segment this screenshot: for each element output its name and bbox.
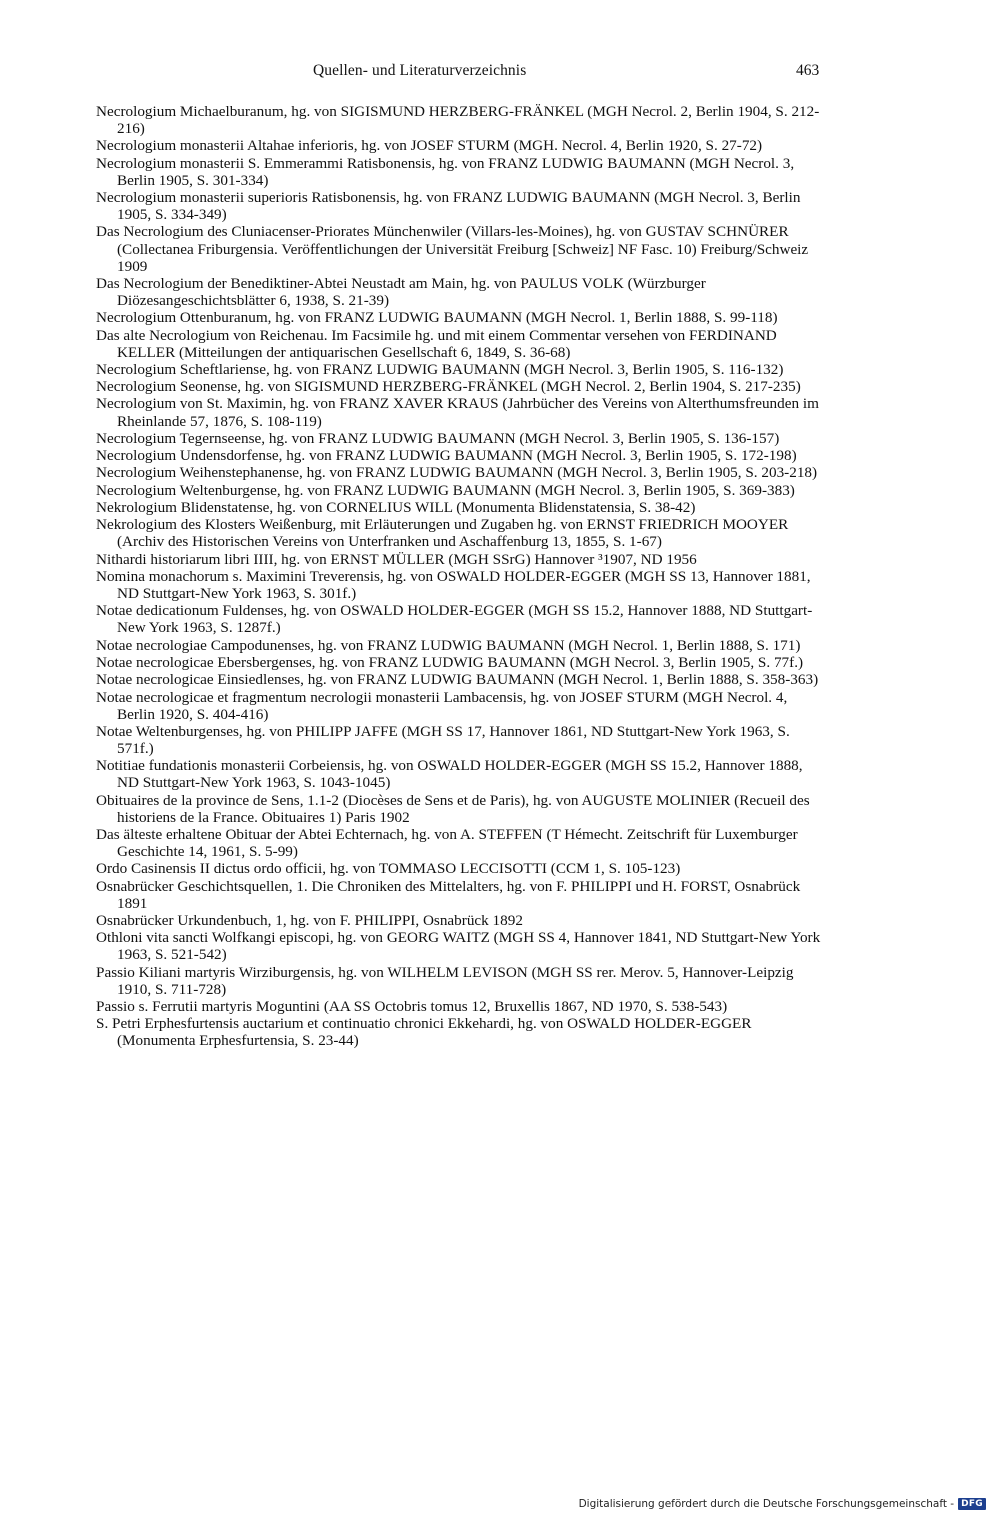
page-number: 463 [796,62,820,79]
bibliography-entry: Necrologium Scheftlariense, hg. von FRANZ LUDWIG BAUMANN (MGH Necrol. 3, Berlin 1905, S. 116-132) [96,360,784,378]
bibliography-entry: Necrologium Ottenburanum, hg. von FRANZ LUDWIG BAUMANN (MGH Necrol. 1, Berlin 1888, S. 99-118) [96,309,778,327]
bibliography-entry: Nomina monachorum s. Maximini Treverensis, hg. von OSWALD HOLDER-EGGER (MGH SS 13, Hannover 1881, ND Stuttgart-New York 1963, S. 301f.) [96,567,811,602]
bibliography-entry: Nekrologium des Klosters Weißenburg, mit Erläuterungen und Zugaben hg. von ERNST FRIEDRICH MOOYER (Archiv des Historischen Vereins von Unterfranken und Aschaffenburg 13, 1855, S. 1-67) [96,516,789,551]
bibliography-entry: Das Necrologium der Benediktiner-Abtei Neustadt am Main, hg. von PAULUS VOLK (Würzburger Diözesangeschichtsblätter 6, 1938, S. 21-39) [96,274,706,309]
bibliography-entry: Obituaires de la province de Sens, 1.1-2 (Diocèses de Sens et de Paris), hg. von AUGUSTE MOLINIER (Recueil des historiens de la France. Obituaires 1) Paris 1902 [96,791,810,826]
bibliography-entry: Necrologium monasterii S. Emmerammi Ratisbonensis, hg. von FRANZ LUDWIG BAUMANN (MGH Necrol. 3, Berlin 1905, S. 301-334) [96,154,795,189]
running-title: Quellen- und Literaturverzeichnis [313,62,527,79]
bibliography-entry: Notae necrologicae Einsiedlenses, hg. von FRANZ LUDWIG BAUMANN (MGH Necrol. 1, Berlin 1888, S. 358-363) [96,671,819,689]
dfg-logo: DFG [958,1498,986,1510]
bibliography-entry: S. Petri Erphesfurtensis auctarium et continuatio chronici Ekkehardi, hg. von OSWALD HOLDER-EGGER (Monumenta Erphesfurtensia, S. 23-44) [96,1015,752,1050]
bibliography-entry: Notae necrologicae et fragmentum necrologii monasterii Lambacensis, hg. von JOSEF STURM (MGH Necrol. 4, Berlin 1920, S. 404-416) [96,688,788,723]
bibliography-entry: Passio Kiliani martyris Wirziburgensis, hg. von WILHELM LEVISON (MGH SS rer. Merov. 5, Hannover-Leipzig 1910, S. 711-728) [96,963,794,998]
bibliography-entry: Necrologium Seonense, hg. von SIGISMUND HERZBERG-FRÄNKEL (MGH Necrol. 2, Berlin 1904, S. 217-235) [96,378,801,396]
bibliography-entry: Necrologium monasterii Altahae inferioris, hg. von JOSEF STURM (MGH. Necrol. 4, Berlin 1920, S. 27-72) [96,137,763,155]
bibliography-entry: Das alte Necrologium von Reichenau. Im Facsimile hg. und mit einem Commentar versehen von FERDINAND KELLER (Mitteilungen der antiquarischen Gesellschaft 6, 1849, S. 36-68) [96,326,777,361]
bibliography-list [96,103,828,1050]
bibliography-entry: Notae necrologicae Ebersbergenses, hg. von FRANZ LUDWIG BAUMANN (MGH Necrol. 3, Berlin 1905, S. 77f.) [96,653,804,671]
bibliography-entry: Das älteste erhaltene Obituar der Abtei Echternach, hg. von A. STEFFEN (T Hémecht. Zeitschrift für Luxemburger Geschichte 14, 1961, S. 5-99) [96,826,798,861]
bibliography-entry: Notae necrologiae Campodunenses, hg. von FRANZ LUDWIG BAUMANN (MGH Necrol. 1, Berlin 1888, S. 171) [96,636,801,654]
bibliography-entry: Necrologium Tegernseense, hg. von FRANZ LUDWIG BAUMANN (MGH Necrol. 3, Berlin 1905, S. 136-157) [96,429,780,447]
bibliography-entry: Necrologium Michaelburanum, hg. von SIGISMUND HERZBERG-FRÄNKEL (MGH Necrol. 2, Berlin 1904, S. 212-216) [96,103,820,138]
bibliography-entry: Notae Weltenburgenses, hg. von PHILIPP JAFFE (MGH SS 17, Hannover 1861, ND Stuttgart-New York 1963, S. 571f.) [96,722,790,757]
bibliography-entry: Notitiae fundationis monasterii Corbeiensis, hg. von OSWALD HOLDER-EGGER (MGH SS 15.2, Hannover 1888, ND Stuttgart-New York 1963, S. 1043-1045) [96,757,803,792]
bibliography-entry: Das Necrologium des Cluniacenser-Priorates Münchenwiler (Villars-les-Moines), hg. von GUSTAV SCHNÜRER (Collectanea Friburgensia. Veröffentlichungen der Universität Freiburg [Schweiz] NF Fasc. 10) Freiburg/Schweiz 1909 [96,223,809,275]
bibliography-entry: Necrologium monasterii superioris Ratisbonensis, hg. von FRANZ LUDWIG BAUMANN (MGH Necrol. 3, Berlin 1905, S. 334-349) [96,189,801,224]
bibliography-entry: Necrologium Weltenburgense, hg. von FRANZ LUDWIG BAUMANN (MGH Necrol. 3, Berlin 1905, S. 369-383) [96,481,795,499]
footer-credit: Digitalisierung gefördert durch die Deutsche Forschungsgemeinschaft - [578,1498,955,1510]
bibliography-entry: Othloni vita sancti Wolfkangi episcopi, hg. von GEORG WAITZ (MGH SS 4, Hannover 1841, ND Stuttgart-New York 1963, S. 521-542) [96,929,821,964]
bibliography-entry: Ordo Casinensis II dictus ordo officii, hg. von TOMMASO LECCISOTTI (CCM 1, S. 105-123) [96,860,681,878]
bibliography-entry: Passio s. Ferrutii martyris Moguntini (AA SS Octobris tomus 12, Bruxellis 1867, ND 1970, S. 538-543) [96,998,728,1016]
page-header [0,62,1000,86]
bibliography-entry: Necrologium Undensdorfense, hg. von FRANZ LUDWIG BAUMANN (MGH Necrol. 3, Berlin 1905, S. 172-198) [96,447,797,465]
bibliography-entry: Necrologium Weihenstephanense, hg. von FRANZ LUDWIG BAUMANN (MGH Necrol. 3, Berlin 1905, S. 203-218) [96,464,818,482]
bibliography-entry: Osnabrücker Urkundenbuch, 1, hg. von F. PHILIPPI, Osnabrück 1892 [96,912,523,930]
bibliography-entry: Nithardi historiarum libri IIII, hg. von ERNST MÜLLER (MGH SSrG) Hannover ³1907, ND 1956 [96,550,697,568]
bibliography-entry: Osnabrücker Geschichtsquellen, 1. Die Chroniken des Mittelalters, hg. von F. PHILIPPI und H. FORST, Osnabrück 1891 [96,877,801,912]
bibliography-entry: Notae dedicationum Fuldenses, hg. von OSWALD HOLDER-EGGER (MGH SS 15.2, Hannover 1888, ND Stuttgart-New York 1963, S. 1287f.) [96,602,813,637]
digitization-footer [579,1496,986,1512]
bibliography-entry: Nekrologium Blidenstatense, hg. von CORNELIUS WILL (Monumenta Blidenstatensia, S. 38-42) [96,498,696,516]
bibliography-entry: Necrologium von St. Maximin, hg. von FRANZ XAVER KRAUS (Jahrbücher des Vereins von Alterthumsfreunden im Rheinlande 57, 1876, S. 108-119) [96,395,819,430]
